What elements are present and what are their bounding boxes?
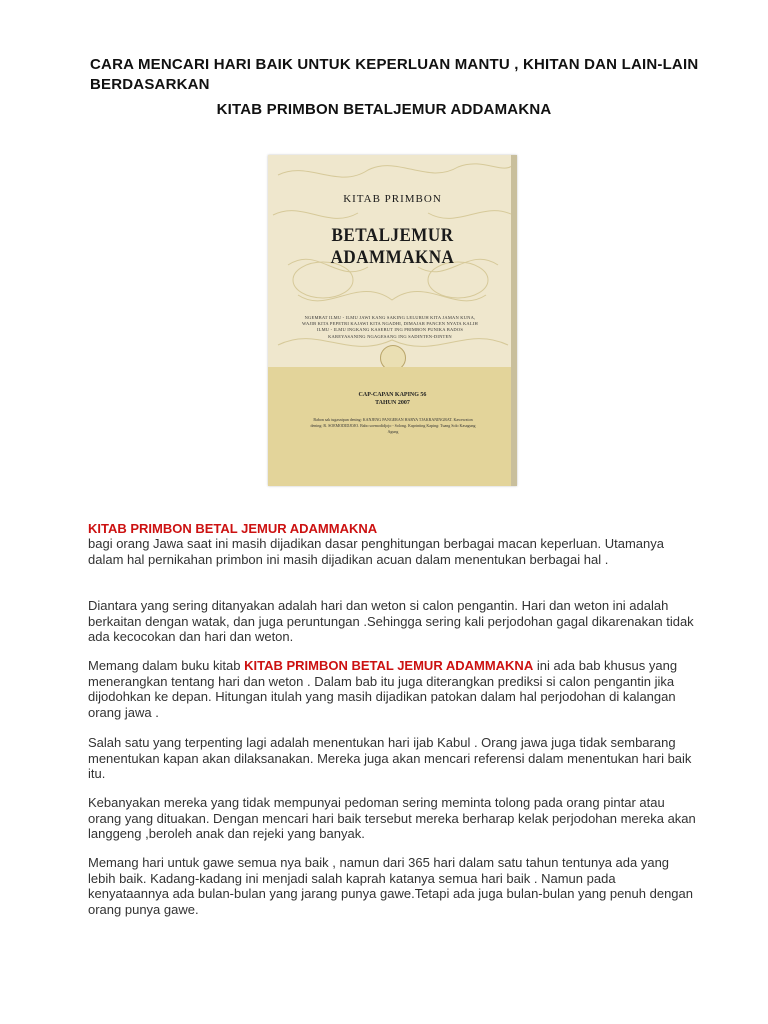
section-heading-text: KITAB PRIMBON BETAL JEMUR ADAMMAKNA	[88, 521, 378, 536]
paragraph-3-start: Memang dalam buku kitab	[88, 658, 245, 673]
paragraph-1: bagi orang Jawa saat ini masih dijadikan dasar penghitungan berbagai macan keperluan. Utamanya dalam hal pernikahan primbon ini masih dijadikan acuan dalam menentukan berbagai hal .	[88, 536, 664, 567]
cover-title: BETALJEMUR ADAMMAKNA	[330, 225, 455, 268]
book-cover-image	[268, 155, 517, 486]
document-title-line-1: CARA MENCARI HARI BAIK UNTUK KEPERLUAN MANTU , KHITAN DAN LAIN-LAIN BERDASARKAN	[90, 56, 699, 93]
paragraph-2: Diantara yang sering ditanyakan adalah hari dan weton si calon pengantin. Hari dan weton ini adalah berkaitan dengan watak, dan juga peruntungan .Sehingga sering kali perjodohan gagal dikarenakan tidak ada kecocokan dan hari dan weton.	[88, 598, 694, 644]
cover-publisher-text: Babon sak tugasnipun dening: KANJENG PANGERAN HARYA TJAKRANINGRAT. Kawewaton dening: R. SOEMODIDJOJO. Babo soemodidjojo - Solong. Kaprinting Kaping: Tuang Solo Kasagung Agung	[310, 417, 476, 434]
cover-edge	[511, 155, 517, 486]
paragraph-3	[88, 658, 698, 720]
paragraph-6: Memang hari untuk gawe semua nya baik , namun dari 365 hari dalam satu tahun tentunya ada yang lebih baik. Kadang-kadang ini menjadi salah kaprah katanya semua hari baik . Namun pada kenyataannya ada bulan-bulan yang jarang punya gawe.Tetapi ada juga bulan-bulan yang penuh dengan orang punya gawe.	[88, 855, 693, 917]
document-title-line-2: KITAB PRIMBON BETALJEMUR ADDAMAKNA	[216, 101, 552, 118]
cover-subtitle: KITAB PRIMBON	[343, 193, 442, 205]
paragraph-4: Salah satu yang terpenting lagi adalah menentukan hari ijab Kabul . Orang jawa juga tidak sembarang menentukan kapan akan dilaksanakan. Mereka juga akan mencari referensi dalam menentukan hari baik itu.	[88, 735, 692, 781]
paragraph-3-end: ini ada bab khusus yang menerangkan tentang hari dan weton . Dalam bab itu juga diterangkan prediksi si calon pengantin jika dijodohkan ke depan. Hitungan itulah yang masih dijadikan patokan dalam hal perjodohan di kalangan orang jawa .	[88, 658, 678, 720]
cover-paragraph: NGEMBAT ILMU - ILMU JAWI KANG SAKING LELURUH KITA JAMAN KUNA, WAJIB KITA PEPETRI KAJAWI KITA NGADHI, DIMAJAR PANCEN NYATA KALIH ILMU - ILMU INGKANG KASEBUT ING PRIMBON PUNIKA BADOS KAREYASANING NGAGESANG ING SADINTEN-DINTEN	[302, 315, 478, 339]
paragraph-5: Kebanyakan mereka yang tidak mempunyai pedoman sering meminta tolong pada orang pintar atau orang yang dituakan. Dengan mencari hari baik tersebut mereka berharap kelak perjodohan mereka akan langgeng ,beroleh anak dan rejeki yang banyak.	[88, 795, 696, 841]
section-heading	[88, 521, 698, 537]
paragraph-3-highlight: KITAB PRIMBON BETAL JEMUR ADAMMAKNA	[244, 658, 534, 673]
cover-edition: CAP-CAPAN KAPING 56 TAHUN 2007	[358, 392, 427, 406]
